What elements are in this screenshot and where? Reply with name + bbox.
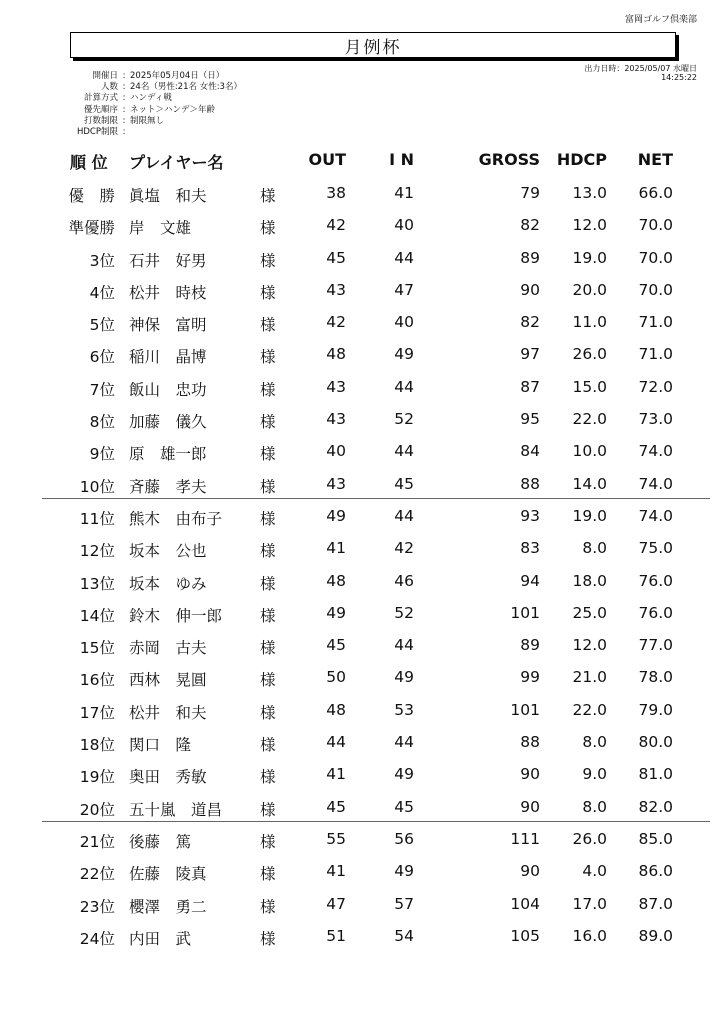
table-row — [0, 564, 723, 596]
rank-cell: 7位 — [89, 380, 115, 399]
player-name: 佐藤 陵真 — [129, 865, 207, 884]
table-row — [0, 693, 723, 725]
in-score: 52 — [394, 603, 414, 622]
out-score: 40 — [326, 442, 346, 461]
info-row — [66, 116, 242, 127]
info-key: 人数 — [100, 82, 118, 93]
player-name: 岸 文雄 — [129, 219, 192, 238]
table-row — [0, 596, 723, 628]
player-name: 坂本 公也 — [129, 542, 207, 561]
table-row — [0, 531, 723, 563]
header-rank: 順 位 — [70, 153, 108, 172]
info-value: 2025年05月04日（日） — [130, 71, 225, 81]
in-score: 44 — [394, 636, 414, 655]
net-score: 70.0 — [638, 280, 673, 299]
info-row — [66, 82, 242, 93]
honorific: 様 — [260, 800, 276, 819]
table-row — [0, 499, 723, 531]
hdcp-value: 12.0 — [572, 636, 607, 655]
net-score: 76.0 — [638, 571, 673, 590]
gross-score: 84 — [520, 442, 540, 461]
table-row — [0, 919, 723, 951]
player-name: 後藤 篤 — [129, 832, 192, 851]
out-score: 51 — [326, 926, 346, 945]
info-row — [66, 127, 242, 138]
hdcp-value: 22.0 — [572, 700, 607, 719]
rank-cell: 23位 — [79, 897, 115, 916]
gross-score: 99 — [520, 668, 540, 687]
net-score: 74.0 — [638, 474, 673, 493]
net-score: 80.0 — [638, 733, 673, 752]
net-score: 87.0 — [638, 894, 673, 913]
out-score: 47 — [326, 894, 346, 913]
in-score: 44 — [394, 733, 414, 752]
net-score: 86.0 — [638, 862, 673, 881]
honorific: 様 — [260, 413, 276, 432]
hdcp-value: 22.0 — [572, 410, 607, 429]
hdcp-value: 20.0 — [572, 280, 607, 299]
in-score: 57 — [394, 894, 414, 913]
info-key: 打数制限 — [83, 115, 118, 126]
player-name: 坂本 ゆみ — [129, 574, 207, 593]
gross-score: 104 — [510, 894, 540, 913]
rank-cell: 13位 — [79, 574, 115, 593]
hdcp-value: 9.0 — [582, 765, 607, 784]
table-row — [0, 887, 723, 919]
hdcp-value: 21.0 — [572, 668, 607, 687]
player-name: 赤岡 古夫 — [129, 639, 207, 658]
club-name: 富岡ゴルフ倶楽部 — [624, 15, 697, 25]
in-score: 56 — [394, 829, 414, 848]
info-sep: : — [122, 93, 126, 104]
honorific: 様 — [260, 445, 276, 464]
table-row — [0, 337, 723, 369]
net-score: 76.0 — [638, 603, 673, 622]
gross-score: 82 — [520, 313, 540, 332]
hdcp-value: 15.0 — [572, 377, 607, 396]
output-date: 出力日時：2025/05/07 水曜日 — [584, 64, 697, 73]
table-row — [0, 208, 723, 240]
out-score: 55 — [326, 829, 346, 848]
player-name: 松井 時枝 — [129, 283, 207, 302]
gross-score: 88 — [520, 474, 540, 493]
info-key: 開催日 — [92, 71, 118, 81]
in-score: 49 — [394, 862, 414, 881]
hdcp-value: 19.0 — [572, 248, 607, 267]
table-header — [0, 150, 723, 172]
rank-cell: 8位 — [89, 413, 115, 432]
table-row — [0, 757, 723, 789]
header-out: OUT — [308, 150, 346, 169]
gross-score: 90 — [520, 280, 540, 299]
honorific: 様 — [260, 380, 276, 399]
honorific: 様 — [260, 736, 276, 755]
gross-score: 89 — [520, 248, 540, 267]
table-row — [0, 402, 723, 434]
rank-cell: 4位 — [89, 283, 115, 302]
honorific: 様 — [260, 639, 276, 658]
rank-cell: 優 勝 — [68, 187, 115, 205]
net-score: 75.0 — [638, 539, 673, 558]
info-row — [66, 93, 242, 104]
out-score: 43 — [326, 474, 346, 493]
gross-score: 82 — [520, 216, 540, 235]
info-key: 計算方式 — [83, 93, 118, 104]
hdcp-value: 19.0 — [572, 506, 607, 525]
table-row — [0, 854, 723, 886]
rank-cell: 15位 — [79, 639, 115, 658]
player-name: 石井 好男 — [129, 251, 207, 270]
gross-score: 93 — [520, 506, 540, 525]
gross-score: 97 — [520, 345, 540, 364]
rank-cell: 3位 — [89, 251, 115, 270]
player-name: 鈴木 伸一郎 — [129, 606, 223, 625]
in-score: 44 — [394, 506, 414, 525]
net-score: 79.0 — [638, 700, 673, 719]
info-sep: : — [122, 127, 126, 138]
rank-cell: 11位 — [79, 509, 115, 528]
gross-score: 94 — [520, 571, 540, 590]
rank-cell: 9位 — [89, 445, 115, 464]
out-score: 45 — [326, 636, 346, 655]
honorific: 様 — [260, 832, 276, 851]
in-score: 49 — [394, 765, 414, 784]
table-row — [0, 628, 723, 660]
net-score: 85.0 — [638, 829, 673, 848]
table-row — [0, 176, 723, 208]
in-score: 44 — [394, 442, 414, 461]
in-score: 49 — [394, 668, 414, 687]
hdcp-value: 18.0 — [572, 571, 607, 590]
header-net: NET — [637, 150, 673, 169]
honorific: 様 — [260, 251, 276, 270]
net-score: 70.0 — [638, 216, 673, 235]
out-score: 44 — [326, 733, 346, 752]
gross-score: 101 — [510, 700, 540, 719]
player-name: 奥田 秀敏 — [129, 768, 207, 787]
info-sep: : — [122, 115, 126, 126]
hdcp-value: 25.0 — [572, 603, 607, 622]
net-score: 66.0 — [638, 184, 673, 202]
hdcp-value: 10.0 — [572, 442, 607, 461]
gross-score: 90 — [520, 797, 540, 816]
hdcp-value: 4.0 — [582, 862, 607, 881]
honorific: 様 — [260, 187, 276, 205]
rank-cell: 14位 — [79, 606, 115, 625]
net-score: 71.0 — [638, 313, 673, 332]
output-timestamp — [584, 64, 697, 82]
rank-cell: 22位 — [79, 865, 115, 884]
in-score: 46 — [394, 571, 414, 590]
net-score: 73.0 — [638, 410, 673, 429]
rank-cell: 12位 — [79, 542, 115, 561]
out-score: 43 — [326, 410, 346, 429]
in-score: 44 — [394, 377, 414, 396]
in-score: 44 — [394, 248, 414, 267]
in-score: 49 — [394, 345, 414, 364]
player-name: 加藤 儀久 — [129, 413, 207, 432]
gross-score: 88 — [520, 733, 540, 752]
honorific: 様 — [260, 509, 276, 528]
info-row — [66, 71, 242, 82]
gross-score: 105 — [510, 926, 540, 945]
table-row — [0, 434, 723, 466]
net-score: 89.0 — [638, 926, 673, 945]
in-score: 45 — [394, 474, 414, 493]
info-sep: : — [122, 104, 126, 115]
table-row — [0, 273, 723, 305]
honorific: 様 — [260, 542, 276, 561]
group-divider — [42, 821, 710, 822]
out-score: 45 — [326, 797, 346, 816]
gross-score: 79 — [520, 184, 540, 202]
out-score: 43 — [326, 377, 346, 396]
net-score: 78.0 — [638, 668, 673, 687]
in-score: 40 — [394, 313, 414, 332]
gross-score: 90 — [520, 765, 540, 784]
rank-cell: 17位 — [79, 703, 115, 722]
honorific: 様 — [260, 897, 276, 916]
honorific: 様 — [260, 477, 276, 496]
out-score: 45 — [326, 248, 346, 267]
gross-score: 87 — [520, 377, 540, 396]
honorific: 様 — [260, 929, 276, 948]
info-value: ハンディ戦 — [130, 93, 172, 104]
net-score: 74.0 — [638, 506, 673, 525]
net-score: 82.0 — [638, 797, 673, 816]
rank-cell: 19位 — [79, 768, 115, 787]
header-gross: GROSS — [478, 150, 540, 169]
event-info — [66, 71, 242, 138]
table-row — [0, 467, 723, 499]
net-score: 72.0 — [638, 377, 673, 396]
out-score: 42 — [326, 313, 346, 332]
honorific: 様 — [260, 283, 276, 302]
rank-cell: 16位 — [79, 671, 115, 690]
player-name: 眞塩 和夫 — [129, 187, 207, 205]
in-score: 53 — [394, 700, 414, 719]
hdcp-value: 11.0 — [572, 313, 607, 332]
player-name: 稲川 晶博 — [129, 348, 207, 367]
honorific: 様 — [260, 671, 276, 690]
in-score: 52 — [394, 410, 414, 429]
table-row — [0, 370, 723, 402]
net-score: 71.0 — [638, 345, 673, 364]
honorific: 様 — [260, 865, 276, 884]
in-score: 41 — [394, 184, 414, 202]
rank-cell: 6位 — [89, 348, 115, 367]
player-name: 神保 富明 — [129, 316, 207, 335]
honorific: 様 — [260, 574, 276, 593]
net-score: 74.0 — [638, 442, 673, 461]
info-sep: : — [122, 71, 126, 81]
in-score: 54 — [394, 926, 414, 945]
header-hdcp: HDCP — [556, 150, 607, 169]
in-score: 40 — [394, 216, 414, 235]
in-score: 45 — [394, 797, 414, 816]
honorific: 様 — [260, 348, 276, 367]
hdcp-value: 26.0 — [572, 829, 607, 848]
hdcp-value: 26.0 — [572, 345, 607, 364]
gross-score: 111 — [510, 829, 540, 848]
rank-cell: 21位 — [79, 832, 115, 851]
gross-score: 101 — [510, 603, 540, 622]
out-score: 48 — [326, 345, 346, 364]
info-row — [66, 105, 242, 116]
player-name: 五十嵐 道昌 — [129, 800, 223, 819]
table-row — [0, 790, 723, 822]
rank-cell: 18位 — [79, 736, 115, 755]
header-in: I N — [389, 150, 414, 169]
table-row — [0, 660, 723, 692]
gross-score: 83 — [520, 539, 540, 558]
info-key: HDCP制限 — [77, 127, 118, 138]
gross-score: 89 — [520, 636, 540, 655]
rank-cell: 5位 — [89, 316, 115, 335]
out-score: 41 — [326, 862, 346, 881]
out-score: 49 — [326, 603, 346, 622]
out-score: 41 — [326, 765, 346, 784]
net-score: 70.0 — [638, 248, 673, 267]
hdcp-value: 12.0 — [572, 216, 607, 235]
out-score: 48 — [326, 700, 346, 719]
rank-cell: 24位 — [79, 929, 115, 948]
hdcp-value: 8.0 — [582, 733, 607, 752]
info-sep: : — [122, 82, 126, 93]
out-score: 50 — [326, 668, 346, 687]
honorific: 様 — [260, 316, 276, 335]
out-score: 38 — [326, 184, 346, 202]
info-value: 24名（男性:21名 女性:3名） — [130, 82, 242, 93]
in-score: 42 — [394, 539, 414, 558]
hdcp-value: 8.0 — [582, 539, 607, 558]
player-name: 櫻澤 勇二 — [129, 897, 207, 916]
out-score: 41 — [326, 539, 346, 558]
out-score: 43 — [326, 280, 346, 299]
out-score: 48 — [326, 571, 346, 590]
out-score: 49 — [326, 506, 346, 525]
hdcp-value: 8.0 — [582, 797, 607, 816]
hdcp-value: 17.0 — [572, 894, 607, 913]
player-name: 原 雄一郎 — [129, 445, 207, 464]
player-name: 熊木 由布子 — [129, 509, 223, 528]
net-score: 77.0 — [638, 636, 673, 655]
info-value: 制限無し — [130, 115, 165, 126]
rank-cell: 準優勝 — [68, 219, 115, 238]
info-key: 優先順序 — [83, 104, 118, 115]
rank-cell: 10位 — [79, 477, 115, 496]
header-player: プレイヤー名 — [129, 153, 224, 172]
rank-cell: 20位 — [79, 800, 115, 819]
honorific: 様 — [260, 768, 276, 787]
table-row — [0, 822, 723, 854]
output-time: 14:25:22 — [661, 73, 697, 82]
group-divider — [42, 498, 710, 499]
player-name: 松井 和夫 — [129, 703, 207, 722]
table-row — [0, 305, 723, 337]
gross-score: 95 — [520, 410, 540, 429]
gross-score: 90 — [520, 862, 540, 881]
table-row — [0, 241, 723, 273]
net-score: 81.0 — [638, 765, 673, 784]
honorific: 様 — [260, 606, 276, 625]
in-score: 47 — [394, 280, 414, 299]
player-name: 西林 晃圓 — [129, 671, 207, 690]
table-row — [0, 725, 723, 757]
player-name: 内田 武 — [129, 929, 192, 948]
player-name: 関口 隆 — [129, 736, 192, 755]
results-table — [0, 176, 723, 951]
honorific: 様 — [260, 703, 276, 722]
player-name: 飯山 忠功 — [129, 380, 207, 399]
out-score: 42 — [326, 216, 346, 235]
page-title: 月例杯 — [70, 32, 676, 58]
hdcp-value: 13.0 — [572, 184, 607, 202]
info-value: ネット＞ハンデ＞年齢 — [130, 104, 216, 115]
player-name: 斉藤 孝夫 — [129, 477, 207, 496]
hdcp-value: 14.0 — [572, 474, 607, 493]
honorific: 様 — [260, 219, 276, 238]
hdcp-value: 16.0 — [572, 926, 607, 945]
